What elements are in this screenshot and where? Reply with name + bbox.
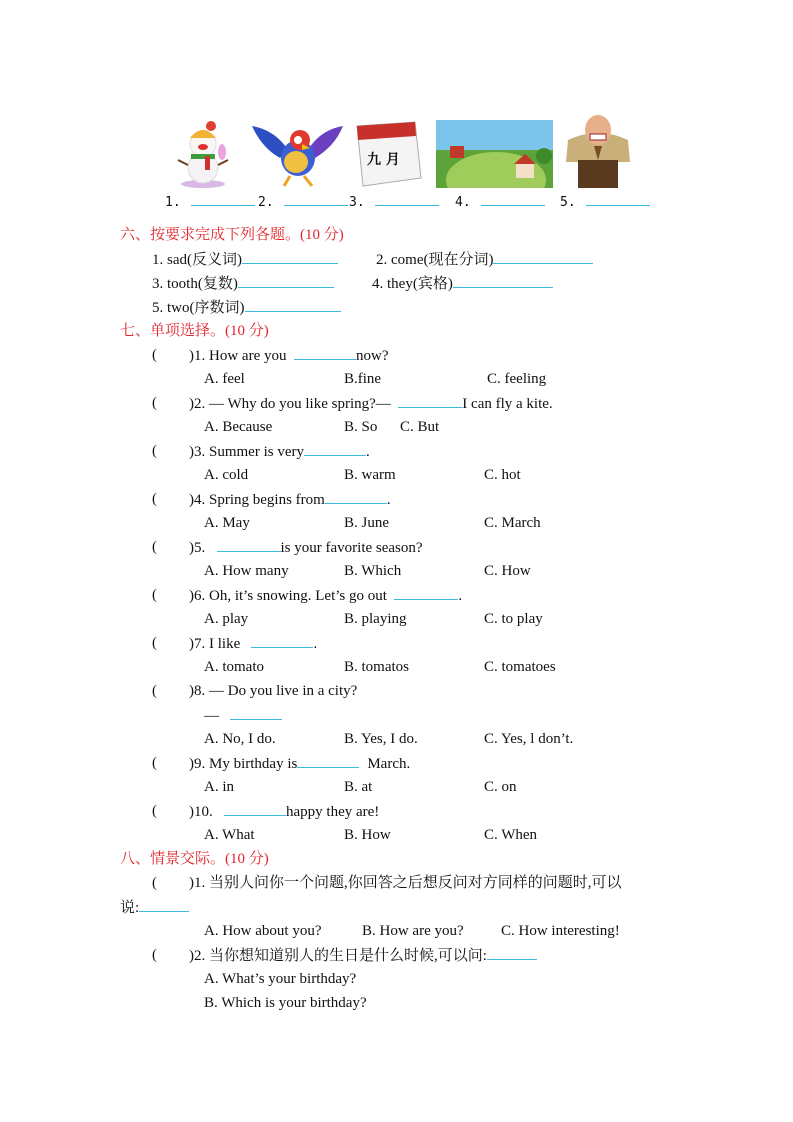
q5-option-a[interactable]: A. How many	[204, 563, 289, 579]
stem-text: )3. Summer is very	[189, 444, 304, 460]
s8-q1-paren[interactable]: (	[152, 875, 157, 891]
answer-blank[interactable]	[217, 536, 281, 552]
answer-blank[interactable]	[139, 896, 189, 912]
q7-paren[interactable]: (	[152, 635, 157, 651]
q8-option-a[interactable]: A. No, I do.	[204, 731, 276, 747]
section-7-title: 七、单项选择。(10 分)	[120, 323, 269, 339]
q6-paren[interactable]: (	[152, 587, 157, 603]
q5-option-c[interactable]: C. How	[484, 563, 531, 579]
answer-blank[interactable]	[304, 440, 366, 456]
stem-text: is your favorite season?	[280, 540, 423, 556]
picture-number: 5.	[560, 195, 576, 210]
s6-item-4	[372, 272, 553, 294]
answer-blank[interactable]	[245, 296, 341, 312]
q2-option-a[interactable]: A. Because	[204, 419, 273, 435]
s8-q1-cont	[120, 896, 189, 918]
section-6-title: 六、按要求完成下列各题。(10 分)	[120, 227, 344, 243]
picture-4-label	[455, 190, 545, 213]
q2-stem	[189, 392, 553, 414]
q3-paren[interactable]: (	[152, 443, 157, 459]
q9-paren[interactable]: (	[152, 755, 157, 771]
q5-paren[interactable]: (	[152, 539, 157, 555]
stem-text: happy they are!	[286, 804, 380, 820]
s6-item-1	[152, 248, 338, 270]
s8-q2-stem	[189, 944, 537, 966]
stem-text: )2. — Why do you like spring?—	[189, 396, 391, 412]
q2-paren[interactable]: (	[152, 395, 157, 411]
q4-option-c[interactable]: C. March	[484, 515, 541, 531]
stem-text: )1. How are you	[189, 348, 287, 364]
picture-number: 4.	[455, 195, 471, 210]
answer-blank[interactable]	[375, 190, 439, 206]
stem-text: )5.	[189, 540, 206, 556]
stem-text: 说:	[120, 900, 140, 916]
q1-option-c[interactable]: C. feeling	[487, 371, 547, 387]
q6-option-c[interactable]: C. to play	[484, 611, 543, 627]
q8-option-c[interactable]: C. Yes, l don’t.	[484, 731, 574, 747]
q7-option-c[interactable]: C. tomatoes	[484, 659, 556, 675]
q9-option-b[interactable]: B. at	[344, 779, 373, 795]
q9-option-c[interactable]: C. on	[484, 779, 517, 795]
answer-blank[interactable]	[242, 248, 338, 264]
q9-option-a[interactable]: A. in	[204, 779, 234, 795]
q8-stem: )8. — Do you live in a city?	[189, 683, 358, 699]
item-text: 2. come(现在分词)	[376, 252, 494, 268]
stem-text: .	[313, 636, 318, 652]
answer-blank[interactable]	[294, 344, 356, 360]
answer-blank[interactable]	[394, 584, 458, 600]
item-text: 3. tooth(复数)	[152, 276, 238, 292]
q4-option-a[interactable]: A. May	[204, 515, 250, 531]
answer-blank[interactable]	[230, 704, 282, 720]
picture-3-label	[349, 190, 439, 213]
stem-text: )9. My birthday is	[189, 756, 298, 772]
picture-number: 2.	[258, 195, 274, 210]
s8-q2-option-b[interactable]: B. Which is your birthday?	[204, 995, 367, 1011]
answer-blank[interactable]	[251, 632, 313, 648]
answer-blank[interactable]	[493, 248, 593, 264]
q4-stem	[189, 488, 391, 510]
q10-option-a[interactable]: A. What	[204, 827, 255, 843]
answer-blank[interactable]	[453, 272, 553, 288]
q3-stem	[189, 440, 370, 462]
q3-option-b[interactable]: B. warm	[344, 467, 396, 483]
stem-text: I can fly a kite.	[462, 396, 553, 412]
q4-option-b[interactable]: B. June	[344, 515, 389, 531]
calendar-icon	[353, 118, 423, 190]
stem-text: )4. Spring begins from	[189, 492, 325, 508]
s8-q2-paren[interactable]: (	[152, 947, 157, 963]
answer-blank[interactable]	[325, 488, 387, 504]
q10-stem	[189, 800, 379, 822]
bird-icon	[250, 120, 345, 190]
stem-text: .	[386, 492, 391, 508]
answer-blank[interactable]	[487, 944, 537, 960]
q6-stem	[189, 584, 462, 606]
q6-option-a[interactable]: A. play	[204, 611, 249, 627]
stem-text: )6. Oh, it’s snowing. Let’s go out	[189, 588, 387, 604]
q8-option-b[interactable]: B. Yes, I do.	[344, 731, 418, 747]
s6-item-2	[376, 248, 593, 270]
q5-stem	[189, 536, 423, 558]
angry-man-icon	[560, 110, 636, 188]
picture-5-label	[560, 190, 650, 213]
s8-q1-option-b[interactable]: B. How are you?	[362, 923, 464, 939]
q1-paren[interactable]: (	[152, 347, 157, 363]
answer-blank[interactable]	[191, 190, 255, 206]
q7-stem	[189, 632, 317, 654]
q2-option-c[interactable]: C. But	[400, 419, 440, 435]
answer-blank[interactable]	[224, 800, 286, 816]
stem-text: )7. I like	[189, 636, 241, 652]
item-text: 5. two(序数词)	[152, 300, 245, 316]
picture-1-label	[165, 190, 255, 213]
answer-blank[interactable]	[297, 752, 359, 768]
q3-option-c[interactable]: C. hot	[484, 467, 521, 483]
q10-paren[interactable]: (	[152, 803, 157, 819]
stem-text: )10.	[189, 804, 213, 820]
s8-q2-option-a[interactable]: A. What’s your birthday?	[204, 971, 357, 987]
q8-answer-line	[204, 704, 282, 726]
q8-paren[interactable]: (	[152, 683, 157, 699]
dash-text: —	[204, 708, 219, 724]
answer-blank[interactable]	[238, 272, 334, 288]
item-text: 4. they(宾格)	[372, 276, 453, 292]
picture-number: 1.	[165, 195, 181, 210]
snowman-icon	[175, 120, 235, 190]
stem-text: .	[365, 444, 370, 460]
s8-q1-stem: )1. 当别人问你一个问题,你回答之后想反问对方同样的问题时,可以	[189, 875, 622, 891]
s8-q1-option-c[interactable]: C. How interesting!	[501, 923, 620, 939]
q5-option-b[interactable]: B. Which	[344, 563, 402, 579]
item-text: 1. sad(反义词)	[152, 252, 242, 268]
answer-blank[interactable]	[284, 190, 348, 206]
q2-option-b[interactable]: B. So	[344, 419, 378, 435]
q1-option-a[interactable]: A. feel	[204, 371, 245, 387]
q6-option-b[interactable]: B. playing	[344, 611, 407, 627]
q1-stem	[189, 344, 388, 366]
spring-landscape-icon	[436, 120, 553, 188]
q7-option-a[interactable]: A. tomato	[204, 659, 264, 675]
s8-q1-option-a[interactable]: A. How about you?	[204, 923, 322, 939]
q3-option-a[interactable]: A. cold	[204, 467, 249, 483]
picture-number: 3.	[349, 195, 365, 210]
q1-option-b[interactable]: B.fine	[344, 371, 382, 387]
q9-stem	[189, 752, 410, 774]
s6-item-3	[152, 272, 334, 294]
s6-item-5	[152, 296, 341, 318]
stem-text: March.	[367, 756, 411, 772]
answer-blank[interactable]	[398, 392, 462, 408]
q4-paren[interactable]: (	[152, 491, 157, 507]
picture-2-label	[258, 190, 348, 213]
stem-text: now?	[355, 348, 389, 364]
q10-option-c[interactable]: C. When	[484, 827, 538, 843]
q10-option-b[interactable]: B. How	[344, 827, 391, 843]
section-8-title: 八、情景交际。(10 分)	[120, 851, 269, 867]
answer-blank[interactable]	[586, 190, 650, 206]
answer-blank[interactable]	[481, 190, 545, 206]
calendar-text: 九 月	[367, 152, 400, 168]
stem-text: )2. 当你想知道别人的生日是什么时候,可以问:	[189, 948, 487, 964]
q7-option-b[interactable]: B. tomatos	[344, 659, 410, 675]
stem-text: .	[458, 588, 463, 604]
